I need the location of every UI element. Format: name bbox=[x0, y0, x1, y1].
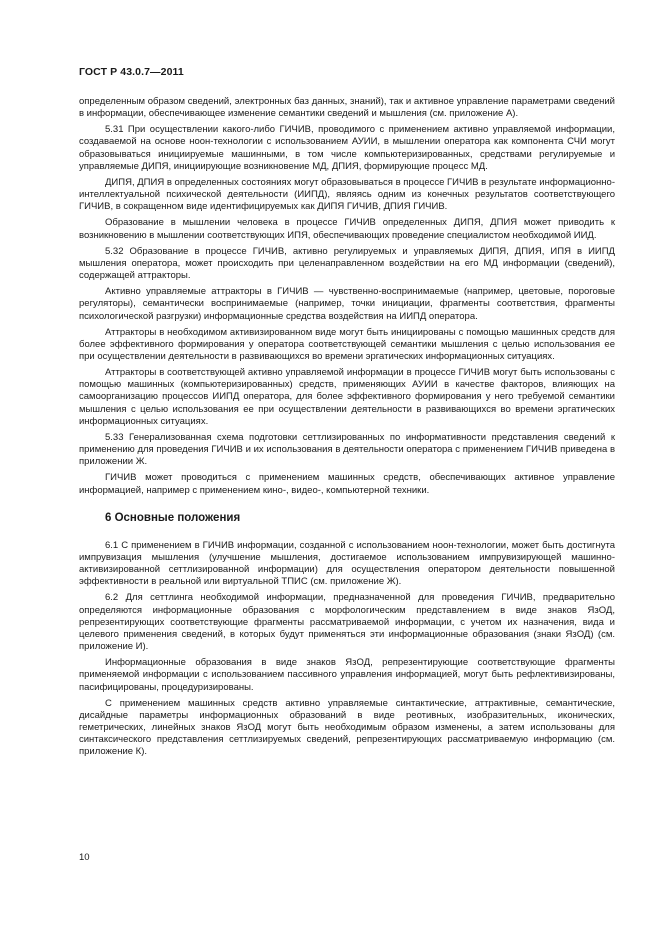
section-heading: 6 Основные положения bbox=[105, 511, 241, 524]
paragraph: Информационные образования в виде знаков ЯзОД, репрезентирующие соответствующие фрагменты применяемой информации с использованием пассивного управления информацией, могут быть рефлективизированы, пасифицированы, процедуризированы. bbox=[79, 657, 615, 693]
paragraph-6-1: 6.1 С применением в ГИЧИВ информации, созданной с использованием ноон-технологии, может быть достигнута импрувизация мышления (улучшение мышления, достигаемое использованием импрувизирующей машинно-активизированной сеттлизированной информации) для осуществления оператором деятельности повышенной эффективности в реальной или виртуальной ТПИС (см. приложение Ж). bbox=[79, 539, 615, 588]
page-number: 10 bbox=[79, 852, 90, 863]
paragraph: Образование в мышлении человека в процессе ГИЧИВ определенных ДИПЯ, ДПИЯ может приводить к возникновению в мышлении соответствующих ИПЯ, обеспечивающих проведение специалистом необходимой ИИД. bbox=[79, 217, 615, 241]
paragraph-5-33: 5.33 Генерализованная схема подготовки сеттлизированных по информативности представления сведений к применению для проведения ГИЧИВ и их использования в деятельности оператора с применением ГИЧИВ приведена в приложении Ж. bbox=[79, 431, 615, 468]
paragraph: ДИПЯ, ДПИЯ в определенных состояниях могут образовываться в процессе ГИЧИВ в результате информационно-интеллектуальной психической деятельности (ИИПД), являясь одним из конечных результатов соответствующего ГИЧИВ, в сокращенном виде идентифицируемых как ДИПЯ ГИЧИВ, ДПИЯ ГИЧИВ. bbox=[79, 176, 615, 213]
paragraph: определенным образом сведений, электронных баз данных, знаний), так и активное управление параметрами сведений в информации, обеспечивающее изменение семантики сведений и мышления (см. приложение А). bbox=[79, 96, 615, 120]
paragraph-5-31: 5.31 При осуществлении какого-либо ГИЧИВ, проводимого с применением активно управляемой информации, создаваемой на основе ноон-технологии с использованием АУИИ, в мышлении оператора как компонента СЧИ могут образовываться инициируемые машинными, в том числе компьютеризированных, средствами регулируемые и управляемые ДИПЯ, инициирующие возникновение МД, ДПИЯ, формирующие процесс МД. bbox=[79, 124, 615, 172]
paragraph: Активно управляемые аттракторы в ГИЧИВ — чувственно-воспринимаемые (например, цветовые, пороговые регуляторы), семантически воспринимаемые (например, точки инициации, фрагменты соответствия, фрагменты психологической разгрузки) информационные средства воздействия на ИИПД оператора. bbox=[79, 286, 615, 322]
paragraph-6-2: 6.2 Для сеттлинга необходимой информации, предназначенной для проведения ГИЧИВ, предварительно определяются информационные образования с морфологическим представлением в виде знаков ЯзОД, репрезентирующих соответствующие фрагменты рассматриваемой информации, с учетом их назначения, вида и целевого применения сведений, в которых будут применяться эти информационные образования (знаки ЯзОД) (см. приложение И). bbox=[79, 592, 615, 653]
paragraph-5-32: 5.32 Образование в процессе ГИЧИВ, активно регулируемых и управляемых ДИПЯ, ДПИЯ, ИПЯ в ИИПД мышления оператора, может происходить при целенаправленном воздействии на его МД информации (сведений), содержащей аттракторы. bbox=[79, 245, 615, 282]
document-body bbox=[79, 96, 615, 763]
paragraph: Аттракторы в соответствующей активно управляемой информации в процессе ГИЧИВ могут быть использованы с помощью машинных (компьютеризированных) средств, применяющих АУИИ в качестве факторов, влияющих на самоорганизацию процессов ИИПД оператора, для более эффективного формирования у него требуемой семантики мышления с целью использования ее при осуществлении деятельности в развивающихся во времени эргатических информационных ситуациях. bbox=[79, 367, 615, 427]
paragraph: С применением машинных средств активно управляемые синтактические, аттрактивные, семантические, дисайдные параметры информационных образований в виде реотивных, изобразительных, иконических, геметрических, линейных знаков ЯзОД могут быть необходимым образом изменены, а затем использованы для синтаксического представления сеттлизируемых сведений, репрезентирующих рассматриваемую информацию (см. приложение К). bbox=[79, 697, 615, 758]
document-code-header: ГОСТ Р 43.0.7—2011 bbox=[79, 66, 184, 78]
paragraph: ГИЧИВ может проводиться с применением машинных средств, обеспечивающих активное управление информацией, например с применением кино-, видео-, компьютерной техники. bbox=[79, 472, 615, 496]
paragraph: Аттракторы в необходимом активизированном виде могут быть инициированы с помощью машинных средств для более эффективного формирования у оператора соответствующей семантики мышления с целью использования ее при осуществлении деятельности в развивающихся во времени эргатических информационных ситуациях. bbox=[79, 326, 615, 362]
